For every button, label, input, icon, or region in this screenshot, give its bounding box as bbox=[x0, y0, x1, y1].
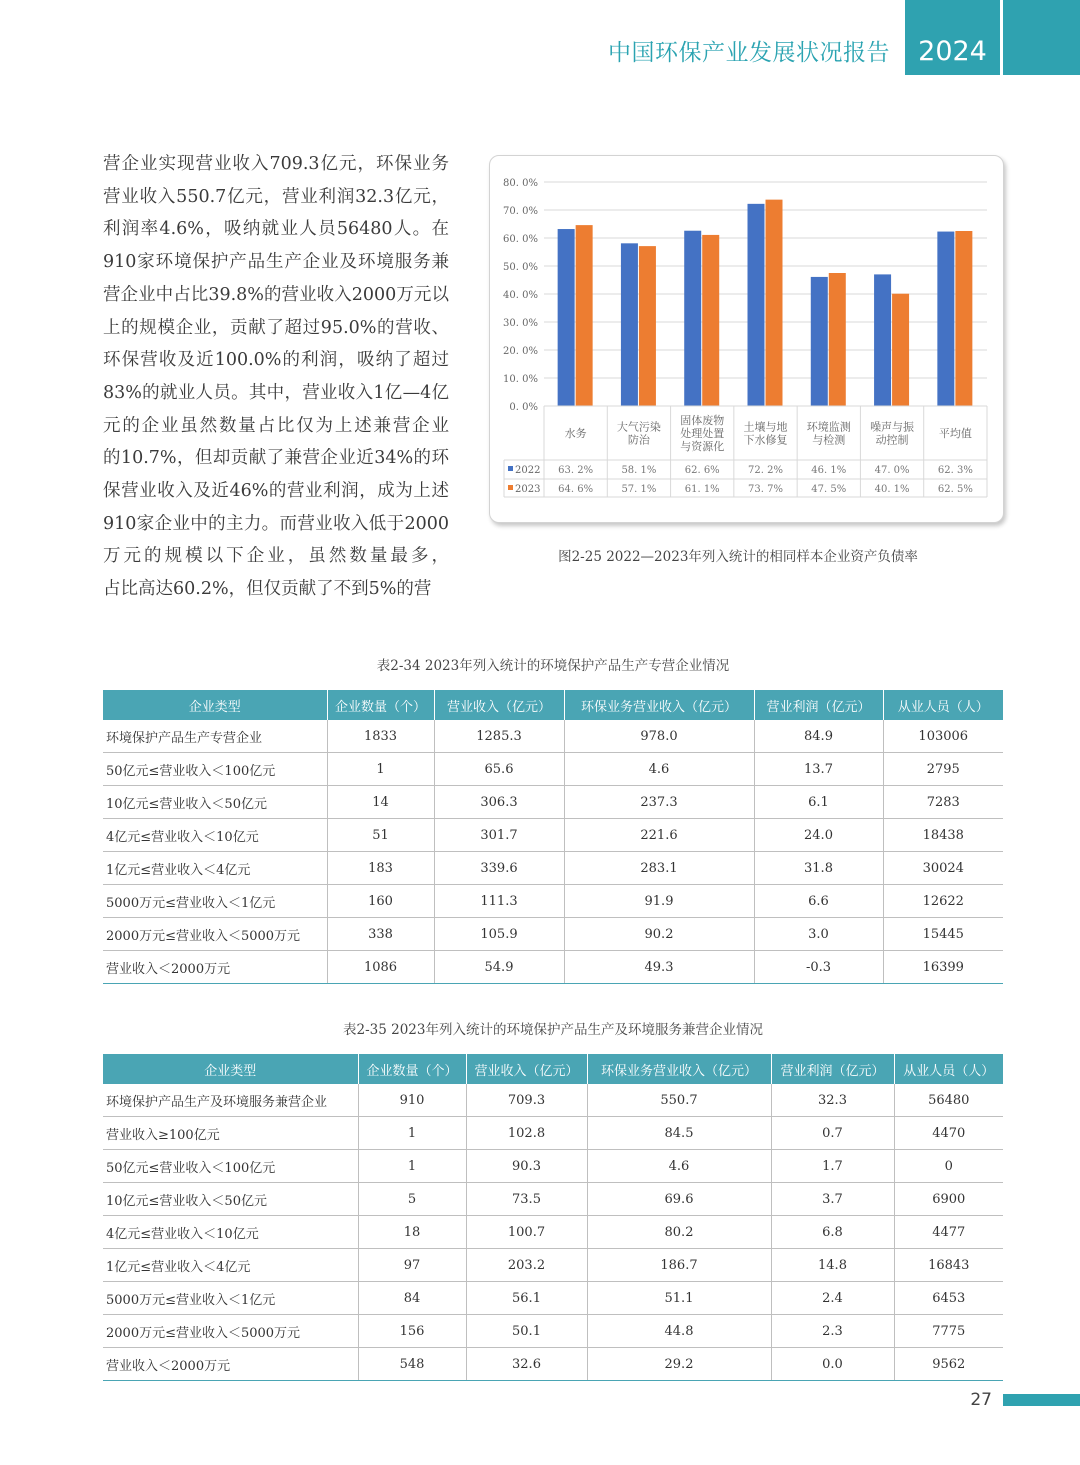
table-cell: 156 bbox=[358, 1315, 466, 1348]
table-cell: 5000万元≤营业收入＜1亿元 bbox=[103, 1282, 358, 1315]
data-label: 63. 2% bbox=[558, 465, 594, 476]
body-line: 营企业中占比39.8%的营业收入2000万元以 bbox=[103, 284, 449, 305]
table-cell: 102.8 bbox=[466, 1117, 587, 1150]
table-row bbox=[103, 720, 1003, 753]
table-cell: 10亿元≤营业收入＜50亿元 bbox=[103, 786, 327, 819]
table-cell: 环境保护产品生产及环境服务兼营企业 bbox=[103, 1084, 358, 1117]
table1 bbox=[103, 690, 1003, 984]
table-cell: 1833 bbox=[327, 720, 434, 753]
table-cell: 90.3 bbox=[466, 1150, 587, 1183]
table-cell: 183 bbox=[327, 852, 434, 885]
table-cell: 2.3 bbox=[771, 1315, 894, 1348]
table-cell: 32.3 bbox=[771, 1084, 894, 1117]
table-cell: 7283 bbox=[883, 786, 1003, 819]
table-row bbox=[103, 1183, 1003, 1216]
chart-caption: 图2-25 2022—2023年列入统计的相同样本企业资产负债率 bbox=[558, 549, 918, 565]
table-cell: 2000万元≤营业收入＜5000万元 bbox=[103, 1315, 358, 1348]
bar-2023-3 bbox=[766, 200, 783, 406]
bar-2022-1 bbox=[621, 243, 638, 406]
body-line: 元的企业虽然数量占比仅为上述兼营企业 bbox=[103, 415, 449, 436]
table-cell: 31.8 bbox=[754, 852, 883, 885]
table-cell: 29.2 bbox=[587, 1348, 771, 1381]
body-line: 910家环境保护产品生产企业及环境服务兼 bbox=[103, 252, 449, 273]
category-label: 动控制 bbox=[875, 433, 909, 447]
table-cell: 338 bbox=[327, 918, 434, 951]
table-cell: 306.3 bbox=[434, 786, 564, 819]
table-cell: 51.1 bbox=[587, 1282, 771, 1315]
body-line: 83%的就业人员。其中，营业收入1亿—4亿 bbox=[103, 382, 449, 403]
table-cell: 44.8 bbox=[587, 1315, 771, 1348]
column-header: 企业类型 bbox=[103, 1054, 358, 1084]
table-cell: 10亿元≤营业收入＜50亿元 bbox=[103, 1183, 358, 1216]
y-tick-label: 40. 0% bbox=[503, 290, 538, 301]
table-cell: 16399 bbox=[883, 951, 1003, 984]
body-line: 910家企业中的主力。而营业收入低于2000 bbox=[103, 513, 449, 534]
table-cell: 1086 bbox=[327, 951, 434, 984]
table-cell: 24.0 bbox=[754, 819, 883, 852]
table-cell: 营业收入≥100亿元 bbox=[103, 1117, 358, 1150]
body-line: 保营业收入及近46%的营业利润，成为上述 bbox=[103, 481, 449, 502]
data-label: 62. 6% bbox=[684, 465, 720, 476]
table-cell: 1.7 bbox=[771, 1150, 894, 1183]
table-cell: 6453 bbox=[894, 1282, 1003, 1315]
bar-2023-1 bbox=[639, 246, 656, 406]
table-cell: 69.6 bbox=[587, 1183, 771, 1216]
table-cell: 1 bbox=[358, 1150, 466, 1183]
table-cell: 550.7 bbox=[587, 1084, 771, 1117]
table-cell: 18 bbox=[358, 1216, 466, 1249]
table-cell: 56.1 bbox=[466, 1282, 587, 1315]
table2-title: 表2-35 2023年列入统计的环境保护产品生产及环境服务兼营企业情况 bbox=[343, 1022, 763, 1038]
column-header: 企业数量（个） bbox=[358, 1054, 466, 1084]
table-cell: 73.5 bbox=[466, 1183, 587, 1216]
column-header: 从业人员（人） bbox=[883, 690, 1003, 720]
table-cell: 7775 bbox=[894, 1315, 1003, 1348]
category-label: 与检测 bbox=[812, 433, 846, 447]
table-cell: 56480 bbox=[894, 1084, 1003, 1117]
table-cell: 4亿元≤营业收入＜10亿元 bbox=[103, 1216, 358, 1249]
table-cell: 环境保护产品生产专营企业 bbox=[103, 720, 327, 753]
table-row bbox=[103, 1348, 1003, 1381]
table-cell: 4477 bbox=[894, 1216, 1003, 1249]
header-year: 2024 bbox=[918, 36, 987, 67]
page-number: 27 bbox=[970, 1390, 992, 1410]
body-line: 上的规模企业，贡献了超过95.0%的营收、 bbox=[103, 317, 449, 338]
category-label: 水务 bbox=[564, 427, 587, 440]
bar-2022-2 bbox=[684, 231, 701, 406]
data-label: 73. 7% bbox=[748, 484, 783, 495]
data-label: 72. 2% bbox=[748, 465, 783, 476]
body-line: 营企业实现营业收入709.3亿元，环保业务 bbox=[103, 154, 449, 174]
category-label: 噪声与振 bbox=[870, 420, 915, 434]
category-label: 固体废物 bbox=[680, 414, 725, 427]
table-row bbox=[103, 786, 1003, 819]
data-label: 47. 0% bbox=[874, 465, 910, 476]
table-cell: 12622 bbox=[883, 885, 1003, 918]
column-header: 营业收入（亿元） bbox=[466, 1054, 587, 1084]
table-cell: 3.0 bbox=[754, 918, 883, 951]
category-label: 土壤与地 bbox=[743, 420, 788, 434]
table-cell: 65.6 bbox=[434, 753, 564, 786]
table-cell: 营业收入＜2000万元 bbox=[103, 951, 327, 984]
chart-container bbox=[489, 155, 1004, 523]
table-row bbox=[103, 918, 1003, 951]
table-cell: 186.7 bbox=[587, 1249, 771, 1282]
table-cell: 5000万元≤营业收入＜1亿元 bbox=[103, 885, 327, 918]
category-label: 环境监测 bbox=[806, 420, 851, 434]
y-tick-label: 60. 0% bbox=[503, 234, 538, 245]
category-label: 大气污染 bbox=[616, 420, 661, 434]
table-cell: 14 bbox=[327, 786, 434, 819]
table-row bbox=[103, 951, 1003, 984]
table-cell: 339.6 bbox=[434, 852, 564, 885]
table-cell: 1亿元≤营业收入＜4亿元 bbox=[103, 852, 327, 885]
table-cell: 91.9 bbox=[564, 885, 754, 918]
table-row bbox=[103, 1249, 1003, 1282]
data-label: 58. 1% bbox=[621, 465, 657, 476]
table-row bbox=[103, 1216, 1003, 1249]
table-cell: 1285.3 bbox=[434, 720, 564, 753]
body-line: 营业收入550.7亿元，营业利润32.3亿元， bbox=[103, 186, 449, 207]
bar-2022-5 bbox=[874, 274, 891, 406]
table-cell: 2.4 bbox=[771, 1282, 894, 1315]
table-cell: 80.2 bbox=[587, 1216, 771, 1249]
body-line: 万元的规模以下企业，虽然数量最多， bbox=[103, 546, 449, 567]
table-cell: 90.2 bbox=[564, 918, 754, 951]
table-cell: 32.6 bbox=[466, 1348, 587, 1381]
table-cell: 2000万元≤营业收入＜5000万元 bbox=[103, 918, 327, 951]
table-cell: 15445 bbox=[883, 918, 1003, 951]
category-label: 防治 bbox=[627, 433, 650, 447]
table-cell: 50亿元≤营业收入＜100亿元 bbox=[103, 1150, 358, 1183]
bar-2022-3 bbox=[748, 204, 765, 406]
table-cell: 221.6 bbox=[564, 819, 754, 852]
table-cell: 18438 bbox=[883, 819, 1003, 852]
table-cell: 105.9 bbox=[434, 918, 564, 951]
table-cell: 160 bbox=[327, 885, 434, 918]
y-tick-label: 50. 0% bbox=[503, 262, 538, 273]
body-line: 环保营收及近100.0%的利润，吸纳了超过 bbox=[103, 350, 449, 371]
data-label: 40. 1% bbox=[874, 484, 910, 495]
table-cell: 营业收入＜2000万元 bbox=[103, 1348, 358, 1381]
header-accent-strip bbox=[1003, 0, 1080, 75]
bar-chart bbox=[490, 156, 1003, 522]
table-cell: 97 bbox=[358, 1249, 466, 1282]
y-tick-label: 0. 0% bbox=[509, 402, 538, 413]
body-line: 占比高达60.2%，但仅贡献了不到5%的营 bbox=[103, 579, 432, 600]
column-header: 营业利润（亿元） bbox=[754, 690, 883, 720]
table-cell: 6.1 bbox=[754, 786, 883, 819]
column-header: 从业人员（人） bbox=[894, 1054, 1003, 1084]
table-cell: 1亿元≤营业收入＜4亿元 bbox=[103, 1249, 358, 1282]
legend-swatch-2022 bbox=[508, 466, 513, 471]
table-cell: 709.3 bbox=[466, 1084, 587, 1117]
table-cell: 84 bbox=[358, 1282, 466, 1315]
table-cell: 1 bbox=[358, 1117, 466, 1150]
table-cell: 84.5 bbox=[587, 1117, 771, 1150]
table2 bbox=[103, 1054, 1003, 1381]
table1-title: 表2-34 2023年列入统计的环境保护产品生产专营企业情况 bbox=[376, 658, 730, 674]
data-label: 57. 1% bbox=[621, 484, 657, 495]
table-cell: 13.7 bbox=[754, 753, 883, 786]
category-label: 平均值 bbox=[938, 427, 972, 440]
y-tick-label: 70. 0% bbox=[503, 206, 538, 217]
table-cell: 0 bbox=[894, 1150, 1003, 1183]
table-cell: 203.2 bbox=[466, 1249, 587, 1282]
data-label: 62. 5% bbox=[937, 484, 973, 495]
table-cell: 9562 bbox=[894, 1348, 1003, 1381]
bar-2023-0 bbox=[576, 225, 593, 406]
table-cell: 5 bbox=[358, 1183, 466, 1216]
page-number-bar bbox=[1003, 1394, 1080, 1406]
table-row bbox=[103, 852, 1003, 885]
y-tick-label: 80. 0% bbox=[503, 178, 538, 189]
table-cell: 50.1 bbox=[466, 1315, 587, 1348]
table-row bbox=[103, 1084, 1003, 1117]
table-cell: 49.3 bbox=[564, 951, 754, 984]
table-row bbox=[103, 753, 1003, 786]
table-row bbox=[103, 885, 1003, 918]
table-cell: 50亿元≤营业收入＜100亿元 bbox=[103, 753, 327, 786]
data-label: 64. 6% bbox=[558, 484, 594, 495]
bar-2023-4 bbox=[829, 273, 846, 406]
body-line: 的10.7%，但却贡献了兼营企业近34%的环 bbox=[103, 448, 449, 469]
header-year-block bbox=[905, 0, 1000, 75]
table-cell: 301.7 bbox=[434, 819, 564, 852]
table-cell: 4.6 bbox=[587, 1150, 771, 1183]
table-row bbox=[103, 1117, 1003, 1150]
column-header: 环保业务营业收入（亿元） bbox=[587, 1054, 771, 1084]
table-cell: 2795 bbox=[883, 753, 1003, 786]
category-label: 处理处置 bbox=[680, 427, 725, 440]
table-cell: 51 bbox=[327, 819, 434, 852]
data-label: 47. 5% bbox=[811, 484, 847, 495]
table-cell: 548 bbox=[358, 1348, 466, 1381]
bar-2023-6 bbox=[955, 231, 972, 406]
column-header: 环保业务营业收入（亿元） bbox=[564, 690, 754, 720]
header-report-title: 中国环保产业发展状况报告 bbox=[608, 40, 890, 66]
body-line: 利润率4.6%，吸纳就业人员56480人。在 bbox=[103, 219, 449, 240]
table-cell: 978.0 bbox=[564, 720, 754, 753]
bar-2023-5 bbox=[892, 294, 909, 406]
table-cell: 14.8 bbox=[771, 1249, 894, 1282]
table-cell: 4470 bbox=[894, 1117, 1003, 1150]
category-label: 与资源化 bbox=[680, 440, 725, 453]
table-cell: 0.0 bbox=[771, 1348, 894, 1381]
data-label: 62. 3% bbox=[937, 465, 973, 476]
bar-2023-2 bbox=[702, 235, 719, 406]
table-cell: 54.9 bbox=[434, 951, 564, 984]
table-cell: 84.9 bbox=[754, 720, 883, 753]
table-cell: 1 bbox=[327, 753, 434, 786]
table-cell: 4亿元≤营业收入＜10亿元 bbox=[103, 819, 327, 852]
table-cell: 4.6 bbox=[564, 753, 754, 786]
table-cell: 237.3 bbox=[564, 786, 754, 819]
table-cell: 16843 bbox=[894, 1249, 1003, 1282]
legend-label: 2023 bbox=[515, 484, 541, 495]
table-row bbox=[103, 1315, 1003, 1348]
bar-2022-0 bbox=[558, 229, 575, 406]
y-tick-label: 20. 0% bbox=[503, 346, 538, 357]
table-cell: 111.3 bbox=[434, 885, 564, 918]
table-row bbox=[103, 1282, 1003, 1315]
table-cell: 30024 bbox=[883, 852, 1003, 885]
table-cell: 100.7 bbox=[466, 1216, 587, 1249]
table-header-row bbox=[103, 1054, 1003, 1084]
table-cell: -0.3 bbox=[754, 951, 883, 984]
table-cell: 0.7 bbox=[771, 1117, 894, 1150]
legend-label: 2022 bbox=[515, 465, 541, 476]
bar-2022-4 bbox=[811, 277, 828, 406]
y-tick-label: 30. 0% bbox=[503, 318, 538, 329]
table-cell: 6.8 bbox=[771, 1216, 894, 1249]
body-paragraph bbox=[103, 148, 449, 606]
legend-swatch-2023 bbox=[508, 485, 513, 490]
y-tick-label: 10. 0% bbox=[503, 374, 538, 385]
column-header: 企业数量（个） bbox=[327, 690, 434, 720]
data-label: 46. 1% bbox=[811, 465, 847, 476]
table-row bbox=[103, 1150, 1003, 1183]
column-header: 营业收入（亿元） bbox=[434, 690, 564, 720]
table-cell: 103006 bbox=[883, 720, 1003, 753]
bar-2022-6 bbox=[937, 232, 954, 406]
data-label: 61. 1% bbox=[684, 484, 720, 495]
column-header: 营业利润（亿元） bbox=[771, 1054, 894, 1084]
table-row bbox=[103, 819, 1003, 852]
category-label: 下水修复 bbox=[743, 433, 788, 447]
table-cell: 910 bbox=[358, 1084, 466, 1117]
table-cell: 6.6 bbox=[754, 885, 883, 918]
table-header-row bbox=[103, 690, 1003, 720]
table-cell: 3.7 bbox=[771, 1183, 894, 1216]
table-cell: 6900 bbox=[894, 1183, 1003, 1216]
table-cell: 283.1 bbox=[564, 852, 754, 885]
column-header: 企业类型 bbox=[103, 690, 327, 720]
